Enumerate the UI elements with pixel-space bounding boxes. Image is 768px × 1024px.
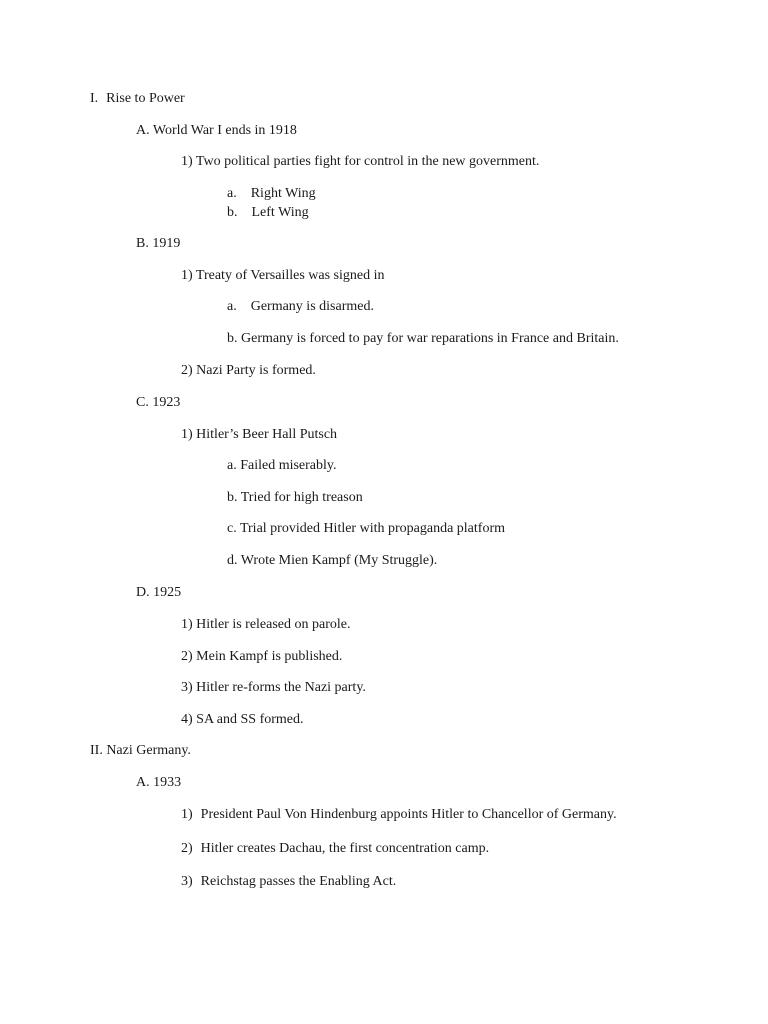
outline-item-1b1a xyxy=(227,298,374,316)
section-title: Rise to Power xyxy=(106,91,185,106)
outline-text: 4) SA and SS formed. xyxy=(181,712,304,727)
outline-item-1c xyxy=(136,394,180,412)
list-marker: a. xyxy=(227,186,237,201)
outline-text: 1) Treaty of Versailles was signed in xyxy=(181,268,385,283)
outline-text: A. 1933 xyxy=(136,775,182,790)
outline-item-1d4 xyxy=(181,711,304,729)
outline-item-1d xyxy=(136,584,181,602)
outline-text: c. Trial provided Hitler with propaganda platform xyxy=(227,521,505,536)
outline-text: a. Failed miserably. xyxy=(227,458,337,473)
section-title: II. Nazi Germany. xyxy=(90,743,191,758)
outline-section-2 xyxy=(90,742,191,760)
outline-item-1a1 xyxy=(181,153,539,171)
outline-text: C. 1923 xyxy=(136,395,181,410)
outline-text: President Paul Von Hindenburg appoints Hitler to Chancellor of Germany. xyxy=(200,807,617,822)
outline-item-1a1b xyxy=(227,204,309,222)
outline-item-1a xyxy=(136,122,297,140)
outline-text: 1) Two political parties fight for control in the new government. xyxy=(181,154,540,169)
outline-item-1d3 xyxy=(181,679,366,697)
outline-item-1d2 xyxy=(181,648,342,666)
list-marker: b. xyxy=(227,205,238,220)
list-marker: a. xyxy=(227,299,237,314)
outline-text: Hitler creates Dachau, the first concentration camp. xyxy=(200,841,490,856)
outline-text: B. 1919 xyxy=(136,236,181,251)
outline-text: d. Wrote Mien Kampf (My Struggle). xyxy=(227,553,438,568)
outline-text: Reichstag passes the Enabling Act. xyxy=(200,874,397,889)
list-marker: 2) xyxy=(181,841,193,856)
outline-item-1c1d xyxy=(227,552,437,570)
outline-text: 2) Mein Kampf is published. xyxy=(181,649,343,664)
outline-item-1d1 xyxy=(181,616,351,634)
outline-text: Germany is disarmed. xyxy=(250,299,374,314)
outline-text: 1) Hitler’s Beer Hall Putsch xyxy=(181,427,338,442)
outline-item-1b2 xyxy=(181,362,316,380)
outline-item-1a1a xyxy=(227,185,316,203)
outline-item-1c1b xyxy=(227,489,363,507)
outline-text: 2) Nazi Party is formed. xyxy=(181,363,316,378)
outline-text: 1) Hitler is released on parole. xyxy=(181,617,351,632)
outline-item-2a2 xyxy=(181,840,489,858)
outline-text: Left Wing xyxy=(251,205,309,220)
outline-text: D. 1925 xyxy=(136,585,182,600)
outline-text: 3) Hitler re-forms the Nazi party. xyxy=(181,680,366,695)
list-marker: 3) xyxy=(181,874,193,889)
section-numeral: I. xyxy=(90,91,99,106)
outline-item-2a xyxy=(136,774,181,792)
outline-item-1b xyxy=(136,235,180,253)
outline-item-1c1a xyxy=(227,457,337,475)
outline-text: b. Tried for high treason xyxy=(227,490,363,505)
outline-text: A. World War I ends in 1918 xyxy=(136,123,297,138)
outline-item-1b1b xyxy=(227,330,619,348)
outline-section-1 xyxy=(90,90,185,108)
outline-item-1c1c xyxy=(227,520,505,538)
outline-text: Right Wing xyxy=(250,186,316,201)
outline-item-1b1 xyxy=(181,267,385,285)
outline-item-2a1 xyxy=(181,806,617,824)
outline-text: b. Germany is forced to pay for war reparations in France and Britain. xyxy=(227,331,619,346)
list-marker: 1) xyxy=(181,807,193,822)
outline-item-1c1 xyxy=(181,426,337,444)
outline-item-2a3 xyxy=(181,873,396,891)
